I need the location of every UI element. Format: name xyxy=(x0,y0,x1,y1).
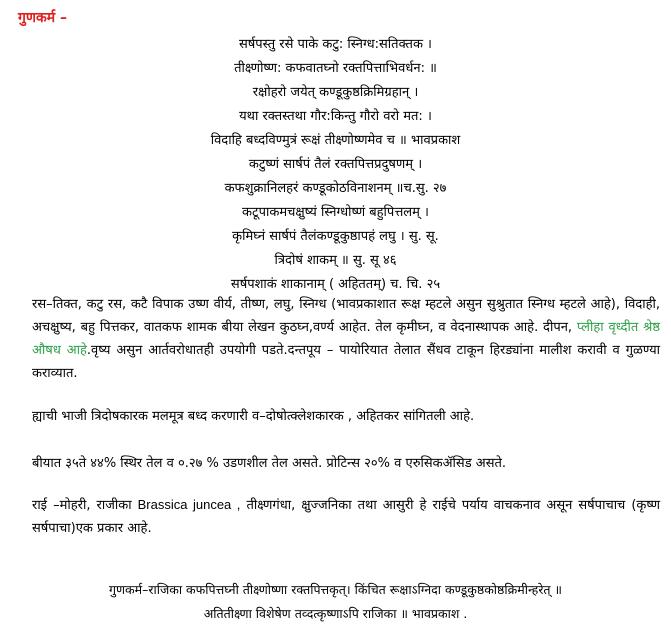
shloka-line: अतितीक्ष्णा विशेषेण तव्दत्कृष्णाऽपि राजिका ॥ भावप्रकाश . xyxy=(203,606,468,621)
vegetable-note: ह्याची भाजी त्रिदोषकारक मलमूत्र बध्द करणारी व–दोषोत्क्लेशकारक , अहितकर सांगितली आहे. xyxy=(32,409,475,424)
rai-synonyms: –मोहरी, राजीका xyxy=(47,498,138,513)
shloka-line: सर्षपशाकं शाकानाम् ( अहिततम्) च. चि. २५ xyxy=(230,277,441,292)
botanical-name: Brassica juncea , xyxy=(137,497,241,512)
shloka-line: कटूपाकमचक्षुष्यं स्निग्धोष्णं बहुपित्तलम् । xyxy=(242,205,429,220)
shloka-line: कटुष्णं सार्षपं तैलं रक्तपित्तप्रदुषणम् । xyxy=(248,157,423,172)
properties-text-continued: .वृष्य असुन आर्तवरोधातही उपयोगी पडते.दन्तपूय – पायोरियात तेलात सैंधव टाकून हिरड्यांना मालीश करावी व गुळण्या कराव्यात. xyxy=(32,343,660,381)
shloka-line: विदाहि बध्दविण्मुत्रं रूक्षं तीक्ष्णोष्णमेव च ॥ भावप्रकाश xyxy=(210,133,461,148)
shloka-line: कफशुक्रानिलहरं कण्डूकोठविनाशनम् ॥च.सु. २७ xyxy=(224,181,447,196)
highlight-text: प्लीहा वृध्दीत श्रेष्ठ औषध आहे xyxy=(32,320,660,358)
shloka-line: गुणकर्म–राजिका कफपित्तघ्नी तीक्ष्णोष्णा रक्तपित्तकृत्। किंचित रूक्षाऽग्निदा कण्डूकुष्ठकोष्ठक्रिमीन्हरेत् ॥ xyxy=(108,582,563,597)
rai-paragraph xyxy=(32,493,660,540)
section-heading: गुणकर्म – xyxy=(18,10,68,26)
properties-paragraph xyxy=(32,293,660,385)
shloka-line: तीक्ष्णोष्ण: कफवातघ्नो रक्तपित्ताभिवर्धन: ॥ xyxy=(234,61,437,76)
seed-composition: बीयात ३५ते ४४% स्थिर तेल व ०.२७ % उडणशील तेल असते. प्रोटिन्स २०% व एरुसिकॲसिड असते. xyxy=(32,456,507,471)
shloka-line: त्रिदोषं शाकम् ॥ सु. सू ४६ xyxy=(274,253,397,268)
shloka-line: यथा रक्तस्तथा गौर:किन्तु गौरो वरो मत: । xyxy=(239,109,432,124)
rai-description: तीक्ष्णगंधा, क्षुज्जनिका तथा आसुरी हे राईचे पर्याय वाचकनाव असून सर्षपाचाच (कृष्ण सर्षपाचा)एक प्रकार आहे. xyxy=(32,498,660,536)
shloka-line: रक्षोहरो जयेत् कण्डूकुष्ठक्रिमिग्रहान् । xyxy=(252,85,419,100)
shloka-block xyxy=(0,33,671,297)
shloka-line: कृमिघ्नं सार्षपं तैलंकण्डूकुष्ठापहं लघु । सु. सू. xyxy=(232,229,439,244)
shloka-line: सर्षपस्तु रसे पाके कटु: स्निग्ध:सतिक्तक । xyxy=(238,37,432,52)
rai-shloka-block xyxy=(0,578,671,626)
properties-text: रस–तिक्त, कटु रस, कटै विपाक उष्ण वीर्य, तीष्ण, लघु, स्निग्ध (भावप्रकाशात रूक्ष म्हटले असुन सुश्रुतात स्निग्ध म्हटले आहे), विदाही, अचक्षुष्य, बहु पित्तकर, वातकफ शामक बीया लेखन कुठघ्न,वर्ण्य आहेत. तेल कृमीघ्न, व वेदनास्थापक आहे. दीपन, xyxy=(32,297,660,335)
rai-term: राई xyxy=(32,498,48,513)
